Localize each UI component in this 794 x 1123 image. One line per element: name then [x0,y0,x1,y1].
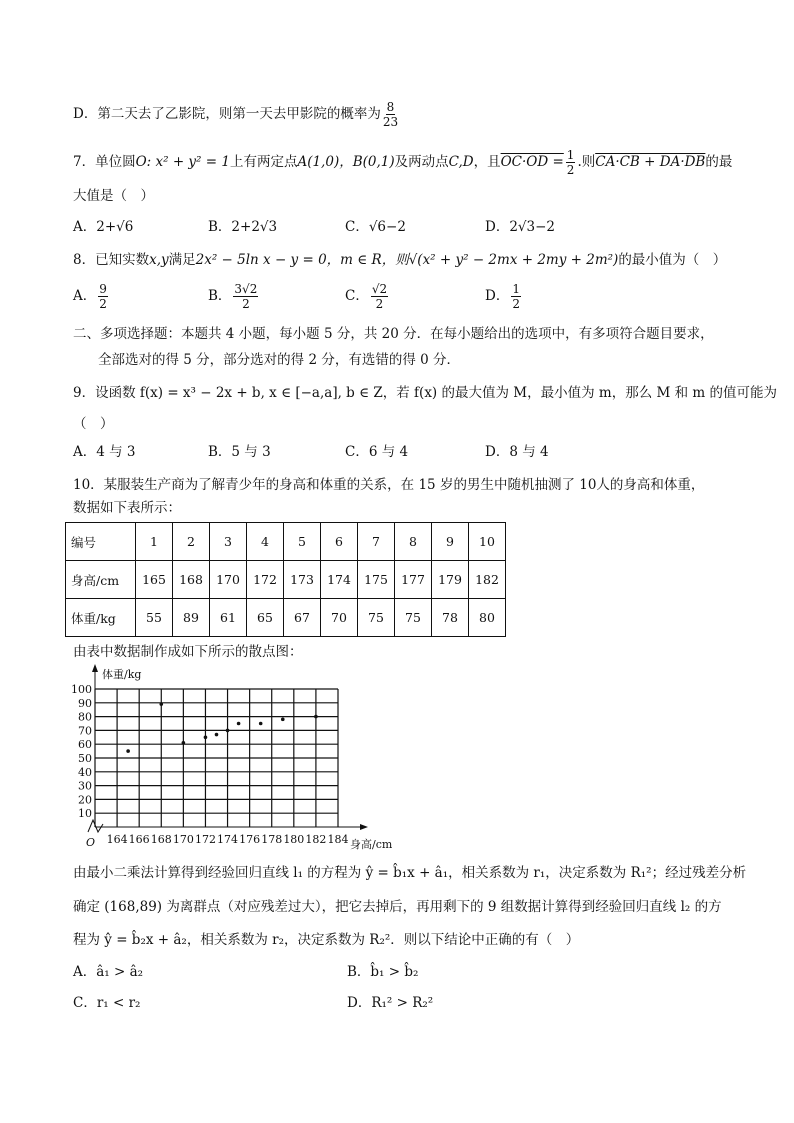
table-row [66,523,506,561]
q9-stem-cont: （ ） [73,416,114,432]
row-header: 身高/cm [66,561,136,599]
q7-option-d: D．2√3−2 [485,219,556,235]
table-cell: 6 [321,523,358,561]
x-tick-label: 166 [128,833,150,846]
y-axis-arrow [92,664,98,672]
q7-stem-cont: 大值是（ ） [73,188,154,204]
table-cell: 1 [136,523,173,561]
table-cell: 2 [173,523,210,561]
table-cell: 61 [210,599,247,637]
y-axis-label: 体重/kg [102,668,142,681]
q10-option-a: A．â₁ > â₂ [73,964,144,980]
q10-para-3: 程为 ŷ = b̂₂x + â₂，相关系数为 r₂，决定系数为 R₂²．则以下结论中正确的有（ ） [73,932,580,948]
q8-stem: 8．已知实数x,y满足2x² − 5ln x − y = 0，m ∈ R，则√(x² + y² − 2mx + 2my + 2m²)的最小值为（ ） [73,252,727,268]
q9-stem: 9．设函数 f(x) = x³ − 2x + b, x ∈ [−a,a], b ∈ Z，若 f(x) 的最大值为 M，最小值为 m，那么 M 和 m 的值可能为 [73,385,777,401]
table-cell: 173 [284,561,321,599]
table-cell: 70 [321,599,358,637]
data-point [204,736,208,740]
q10-option-c: C．r₁ < r₂ [73,995,141,1011]
row-header: 体重/kg [66,599,136,637]
q8-option-b: B． $\frac{3√2}{2}$ [208,282,258,311]
table-cell: 172 [247,561,284,599]
q10-para-2: 确定 (168,89) 为离群点（对应残差过大），把它去掉后，再用剩下的 9 组数据计算得到经验回归直线 l₂ 的方 [73,899,722,915]
table-cell: 179 [432,561,469,599]
origin-label: O [86,836,96,849]
q6-option-d: D．第二天去了乙影院，则第一天去甲影院的概率为 $\frac{8}{23}$ [73,100,399,129]
scatter-chart [60,660,400,855]
table-cell: 75 [358,599,395,637]
data-point [159,702,163,706]
q10-option-b: B．b̂₁ > b̂₂ [347,964,419,980]
q9-option-d: D．8 与 4 [485,444,549,460]
table-cell: 5 [284,523,321,561]
y-tick-label: 40 [78,765,92,779]
q9-option-c: C．6 与 4 [345,444,409,460]
data-point [126,749,130,753]
table-cell: 67 [284,599,321,637]
table-cell: 177 [395,561,432,599]
table-cell: 65 [247,599,284,637]
q7-option-b: B．2+2√3 [208,219,278,235]
y-tick-label: 60 [78,738,92,752]
data-point [281,718,285,722]
y-tick-label: 90 [78,696,92,710]
y-tick-label: 50 [78,752,92,765]
q10-para-1: 由最小二乘法计算得到经验回归直线 l₁ 的方程为 ŷ = b̂₁x + â₁，相关系数为 r₁，决定系数为 R₁²；经过残差分析 [73,865,747,881]
x-axis-label: 身高/cm [350,838,393,851]
table-cell: 170 [210,561,247,599]
table-row [66,561,506,599]
table-cell: 8 [395,523,432,561]
q8-option-a: A． $\frac{9}{2}$ [73,282,107,311]
q10-stem: 10．某服装生产商为了解青少年的身高和体重的关系，在 15 岁的男生中随机抽测了 10人的身高和体重， [73,477,705,493]
x-tick-label: 172 [194,833,216,846]
table-cell: 182 [469,561,506,599]
data-point [314,715,318,719]
table-cell: 174 [321,561,358,599]
row-header: 编号 [66,523,136,561]
x-tick-label: 182 [305,833,327,846]
q7-option-a: A．2+√6 [73,219,134,235]
x-tick-label: 184 [327,833,349,846]
data-point [226,729,230,733]
y-tick-label: 20 [78,793,92,807]
y-tick-label: 70 [78,724,92,738]
q8-option-c: C． $\frac{√2}{2}$ [345,282,388,311]
y-tick-label: 30 [78,779,92,793]
table-cell: 7 [358,523,395,561]
q10-stem-cont: 数据如下表所示： [73,500,181,516]
table-cell: 9 [432,523,469,561]
data-point [259,722,263,726]
chart-intro: 由表中数据制作成如下所示的散点图： [73,644,303,660]
data-point [215,733,219,737]
q9-option-b: B．5 与 3 [208,444,271,460]
x-tick-label: 174 [217,833,239,846]
x-tick-label: 170 [172,833,194,846]
table-row [66,599,506,637]
table-cell: 3 [210,523,247,561]
table-cell: 80 [469,599,506,637]
table-cell: 75 [395,599,432,637]
section-2-heading: 二、多项选择题：本题共 4 小题，每小题 5 分，共 20 分．在每小题给出的选项中，有多项符合题目要求， [73,326,714,342]
x-tick-label: 164 [106,833,128,846]
q10-option-d: D．R₁² > R₂² [347,995,434,1011]
y-tick-label: 100 [71,683,92,696]
q7-stem: 7．单位圆O: x² + y² = 1上有两定点A(1,0)，B(0,1)及两动点C,D，且OC·OD = $\frac{1}{2}$ .则CA·CB + DA·DB的最 [73,148,733,177]
x-tick-label: 178 [261,833,283,846]
data-point [237,722,241,726]
x-axis-arrow [360,824,368,830]
table-cell: 10 [469,523,506,561]
q7-option-c: C．√6−2 [345,219,406,235]
data-point [182,741,186,745]
x-tick-label: 176 [239,833,261,846]
section-2-heading-cont: 全部选对的得 5 分，部分选对的得 2 分，有选错的得 0 分． [98,352,461,368]
table-cell: 165 [136,561,173,599]
y-tick-label: 10 [78,807,92,821]
table-cell: 89 [173,599,210,637]
data-table [65,522,506,637]
table-cell: 55 [136,599,173,637]
q9-option-a: A．4 与 3 [73,444,136,460]
x-tick-label: 168 [150,833,172,846]
table-cell: 168 [173,561,210,599]
y-tick-label: 80 [78,710,92,724]
q8-option-d: D． $\frac{1}{2}$ [485,282,520,311]
table-cell: 4 [247,523,284,561]
x-tick-label: 180 [283,833,305,846]
table-cell: 78 [432,599,469,637]
table-cell: 175 [358,561,395,599]
